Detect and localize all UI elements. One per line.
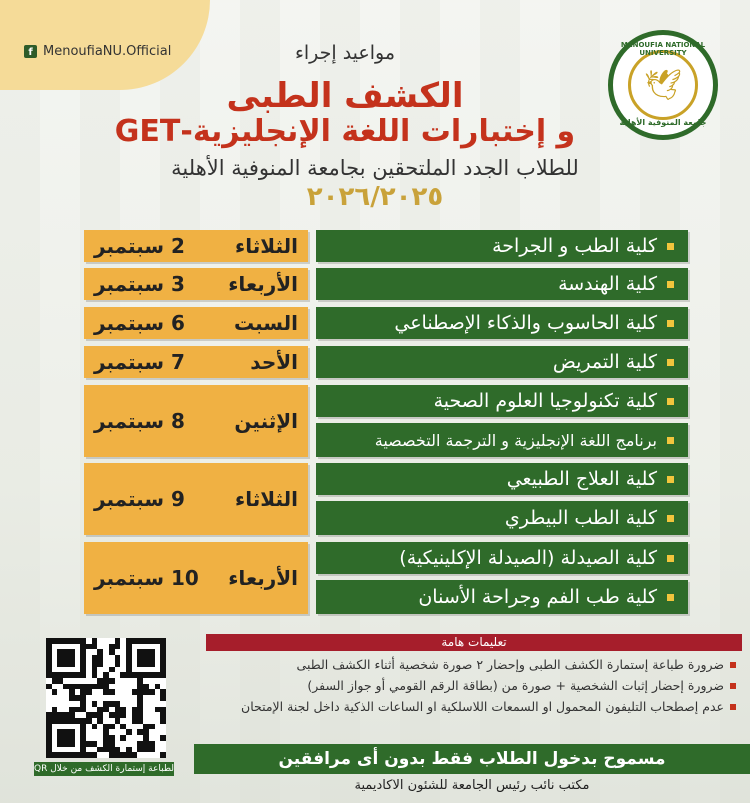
- bullet-icon: [730, 683, 736, 689]
- faculty-label: برنامج اللغة الإنجليزية و الترجمة التخصصية: [374, 430, 657, 450]
- schedule-date-cell: [84, 307, 308, 339]
- faculty-label: كلية التمريض: [552, 351, 657, 373]
- day-label: الأحد: [250, 350, 298, 374]
- schedule-date-cell: [84, 346, 308, 378]
- faculty-label: كلية الطب البيطري: [504, 507, 657, 529]
- day-label: الثلاثاء: [235, 487, 298, 511]
- instruction-item: [206, 698, 736, 716]
- dove-icon: 🕊: [628, 50, 698, 120]
- day-label: الإثنين: [234, 409, 298, 433]
- qr-code[interactable]: [46, 638, 166, 758]
- page-title: الكشف الطبى: [226, 76, 464, 116]
- date-label: 7 سبتمبر: [94, 350, 185, 374]
- faculty-label: كلية العلاج الطبيعي: [506, 468, 657, 490]
- faculty-label: كلية طب الفم وجراحة الأسنان: [418, 586, 657, 608]
- schedule-date-cell: [84, 385, 308, 457]
- faculty-row: [316, 307, 688, 339]
- instruction-text: ضرورة طباعة إستمارة الكشف الطبى وإحضار ٢ صورة شخصية أثناء الكشف الطبى: [296, 657, 724, 672]
- faculty-label: كلية تكنولوجيا العلوم الصحية: [433, 390, 657, 412]
- date-label: 8 سبتمبر: [94, 409, 185, 433]
- bullet-icon: [667, 437, 674, 444]
- bullet-icon: [667, 398, 674, 405]
- bullet-icon: [667, 243, 674, 250]
- social-handle-text: MenoufiaNU.Official: [43, 44, 172, 59]
- faculty-row: [316, 580, 688, 614]
- faculty-row: [316, 501, 688, 535]
- day-label: الثلاثاء: [235, 234, 298, 258]
- bullet-icon: [667, 515, 674, 522]
- footer-office: مكتب نائب رئيس الجامعة للشئون الاكاديمية: [354, 778, 590, 793]
- date-label: 6 سبتمبر: [94, 311, 185, 335]
- schedule-date-cell: [84, 230, 308, 262]
- bullet-icon: [667, 320, 674, 327]
- academic-year: ٢٠٢٦/٢٠٢٥: [306, 182, 444, 212]
- qr-module: [160, 752, 166, 758]
- instructions-title: تعليمات هامة: [206, 634, 742, 651]
- date-label: 10 سبتمبر: [94, 566, 199, 590]
- schedule-date-cell: [84, 542, 308, 614]
- instruction-item: [206, 677, 736, 695]
- day-label: السبت: [233, 311, 298, 335]
- instructions-list: [206, 656, 736, 719]
- date-label: 3 سبتمبر: [94, 272, 185, 296]
- logo-top-text: MENOUFIA NATIONAL UNIVERSITY: [620, 41, 706, 57]
- faculty-row: [316, 385, 688, 417]
- bullet-icon: [667, 476, 674, 483]
- attendance-notice: مسموح بدخول الطلاب فقط بدون أى مرافقين: [194, 744, 750, 774]
- instruction-item: [206, 656, 736, 674]
- bullet-icon: [667, 594, 674, 601]
- faculty-label: كلية الهندسة: [558, 273, 657, 295]
- qr-caption: لطباعة إستمارة الكشف من خلال QR: [34, 764, 174, 774]
- bullet-icon: [730, 662, 736, 668]
- date-label: 2 سبتمبر: [94, 234, 185, 258]
- audience-line: للطلاب الجدد الملتحقين بجامعة المنوفية الأهلية: [171, 156, 579, 180]
- faculty-row: [316, 542, 688, 574]
- faculty-label: كلية الطب و الجراحة: [492, 235, 657, 257]
- logo-bottom-text: جامعة المنوفية الأهلية: [619, 118, 707, 127]
- day-label: الأربعاء: [228, 272, 298, 296]
- faculty-row: [316, 423, 688, 457]
- facebook-icon: f: [24, 45, 37, 58]
- faculty-label: كلية الحاسوب والذكاء الإصطناعي: [394, 312, 657, 334]
- bullet-icon: [730, 704, 736, 710]
- instruction-text: ضرورة إحضار إثبات الشخصية + صورة من (بطاقة الرقم القومي أو جواز السفر): [307, 678, 724, 693]
- faculty-row: [316, 346, 688, 378]
- faculty-row: [316, 230, 688, 262]
- instruction-text: عدم إصطحاب التليفون المحمول او السمعات اللاسلكية او الساعات الذكية داخل لجنة الإمتحان: [241, 699, 724, 714]
- bullet-icon: [667, 359, 674, 366]
- bullet-icon: [667, 281, 674, 288]
- faculty-row: [316, 268, 688, 300]
- header-line1: مواعيد إجراء: [294, 42, 396, 64]
- schedule-date-cell: [84, 268, 308, 300]
- faculty-row: [316, 463, 688, 495]
- bullet-icon: [667, 555, 674, 562]
- page-subtitle: و إختبارات اللغة الإنجليزية-GET: [114, 114, 576, 149]
- schedule-date-cell: [84, 463, 308, 535]
- faculty-label: كلية الصيدلة (الصيدلة الإكلينيكية): [399, 547, 657, 569]
- day-label: الأربعاء: [228, 566, 298, 590]
- date-label: 9 سبتمبر: [94, 487, 185, 511]
